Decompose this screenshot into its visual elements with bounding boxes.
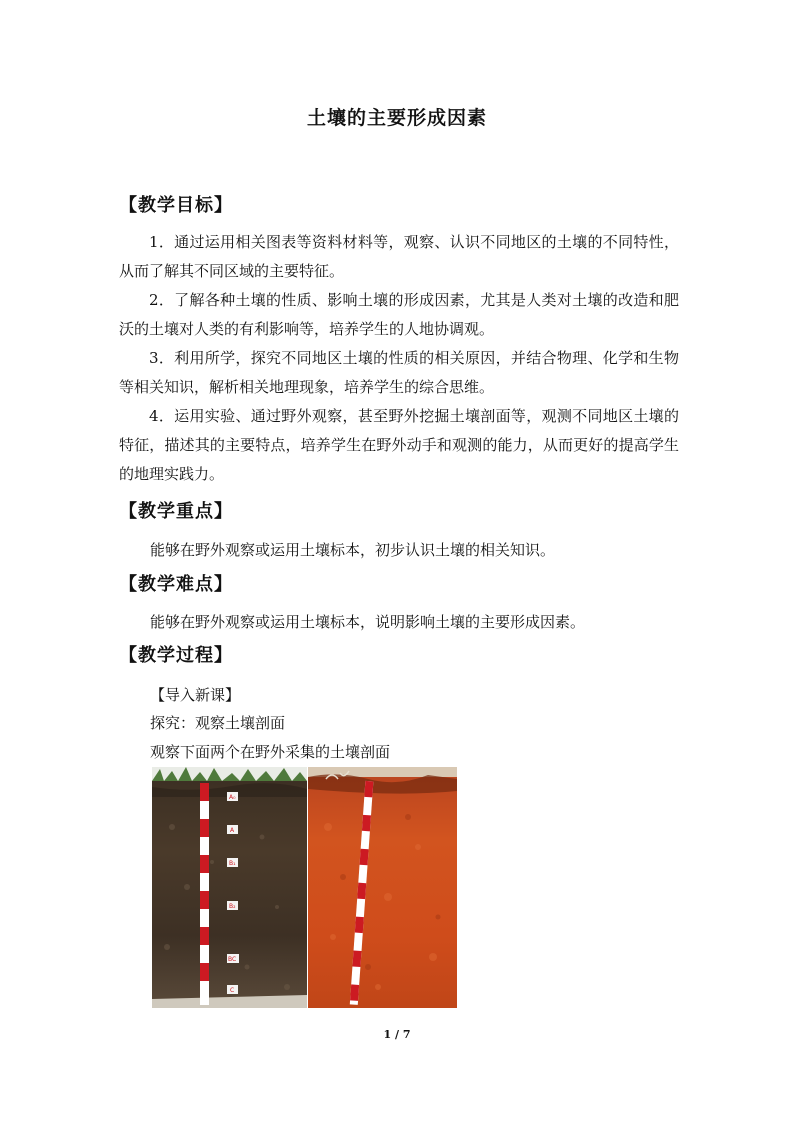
horizon-label-bc: BC <box>228 956 237 963</box>
objectives-heading: 【教学目标】 <box>119 195 233 216</box>
objective-item-1: 1．通过运用相关图表等资料材料等，观察、认识不同地区的土壤的不同特性，从而了解其不同区域的主要特征。 <box>119 233 679 280</box>
page-title: 土壤的主要形成因素 <box>306 107 487 129</box>
difficulties-text: 能够在野外观察或运用土壤标本，说明影响土壤的主要形成因素。 <box>150 613 586 631</box>
difficulties-heading: 【教学难点】 <box>119 574 233 595</box>
objective-item-4: 4．运用实验、通过野外观察，甚至野外挖掘土壤剖面等，观测不同地区土壤的特征，描述其的主要特点，培养学生在野外动手和观测的能力，从而更好的提高学生的地理实践力。 <box>119 407 679 483</box>
horizon-label-a0: A₀ <box>229 794 236 801</box>
horizon-label-b2: B₂ <box>229 903 236 910</box>
objective-item-2: 2．了解各种土壤的性质、影响土壤的形成因素，尤其是人类对土壤的改造和肥沃的土壤对人类的有利影响等，培养学生的人地协调观。 <box>119 291 679 338</box>
measuring-ruler <box>200 783 209 1005</box>
horizon-label-a: A <box>230 827 235 834</box>
objective-item-3: 3．利用所学，探究不同地区土壤的性质的相关原因，并结合物理、化学和生物等相关知识，解析相关地理现象，培养学生的综合思维。 <box>119 349 679 396</box>
explore-text: 探究：观察土壤剖面 <box>150 714 286 732</box>
key-points-text: 能够在野外观察或运用土壤标本，初步认识土壤的相关知识。 <box>150 541 556 559</box>
observe-text: 观察下面两个在野外采集的土壤剖面 <box>150 743 391 761</box>
key-points-heading: 【教学重点】 <box>119 501 233 522</box>
soil-profile-photo-red <box>308 767 457 1008</box>
page-number: 1 / 7 <box>383 1028 411 1041</box>
soil-profile-photo-dark <box>152 767 307 1008</box>
horizon-label-c: C <box>230 987 235 994</box>
process-heading: 【教学过程】 <box>119 645 233 666</box>
horizon-label-b1: B₁ <box>229 860 236 867</box>
intro-label: 【导入新课】 <box>150 686 241 704</box>
